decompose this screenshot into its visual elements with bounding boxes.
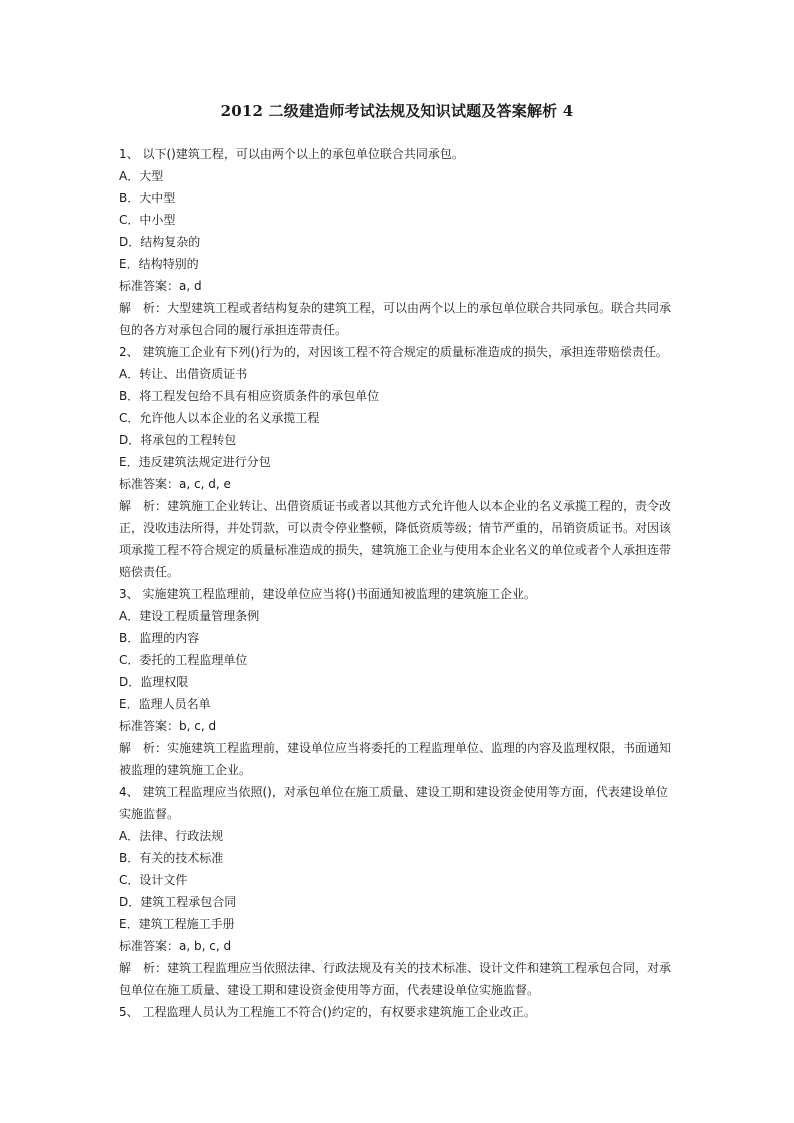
question-stem: 3、 实施建筑工程监理前，建设单位应当将()书面通知被监理的建筑施工企业。 xyxy=(119,587,536,601)
option-e: E．结构特别的 xyxy=(119,257,199,271)
option-d: D．监理权限 xyxy=(119,675,189,689)
standard-answer: 标准答案：a, c, d, e xyxy=(119,477,231,491)
document-body xyxy=(119,143,679,1023)
question-stem: 5、 工程监理人员认为工程施工不符合()约定的，有权要求建筑施工企业改正。 xyxy=(119,1005,536,1019)
option-b: B．监理的内容 xyxy=(119,631,200,645)
option-d: D．建筑工程承包合同 xyxy=(119,895,237,909)
question-1 xyxy=(119,143,679,341)
answer-analysis: 解 析：实施建筑工程监理前，建设单位应当将委托的工程监理单位、监理的内容及监理权限，书面通知被监理的建筑施工企业。 xyxy=(119,741,672,777)
standard-answer: 标准答案：b, c, d xyxy=(119,719,217,733)
document-title: 2012 二级建造师考试法规及知识试题及答案解析 4 xyxy=(220,102,574,120)
option-e: E．违反建筑法规定进行分包 xyxy=(119,455,271,469)
answer-analysis: 解 析：建筑施工企业转让、出借资质证书或者以其他方式允许他人以本企业的名义承揽工程的，责令改正，没收违法所得，并处罚款，可以责令停业整顿，降低资质等级；情节严重的，吊销资质证书。对因该项承揽工程不符合规定的质量标准造成的损失，建筑施工企业与使用本企业名义的单位或者个人承担连带赔偿责任。 xyxy=(119,499,672,579)
question-stem: 2、 建筑施工企业有下列()行为的，对因该工程不符合规定的质量标准造成的损失，承担连带赔偿责任。 xyxy=(119,345,668,359)
option-c: C．设计文件 xyxy=(119,873,188,887)
question-stem: 4、 建筑工程监理应当依照()，对承包单位在施工质量、建设工期和建设资金使用等方面，代表建设单位实施监督。 xyxy=(119,785,668,821)
option-d: D．结构复杂的 xyxy=(119,235,201,249)
option-b: B．将工程发包给不具有相应资质条件的承包单位 xyxy=(119,389,380,403)
option-e: E．建筑工程施工手册 xyxy=(119,917,235,931)
option-d: D．将承包的工程转包 xyxy=(119,433,237,447)
option-a: A．建设工程质量管理条例 xyxy=(119,609,260,623)
option-a: A．法律、行政法规 xyxy=(119,829,224,843)
option-e: E．监理人员名单 xyxy=(119,697,211,711)
option-c: C．允许他人以本企业的名义承揽工程 xyxy=(119,411,320,425)
question-2 xyxy=(119,341,679,583)
option-c: C．委托的工程监理单位 xyxy=(119,653,248,667)
question-5 xyxy=(119,1001,679,1023)
question-stem: 1、 以下()建筑工程，可以由两个以上的承包单位联合共同承包。 xyxy=(119,147,464,161)
standard-answer: 标准答案：a, b, c, d xyxy=(119,939,232,953)
answer-analysis: 解 析：大型建筑工程或者结构复杂的建筑工程，可以由两个以上的承包单位联合共同承包。联合共同承包的各方对承包合同的履行承担连带责任。 xyxy=(119,301,672,337)
option-b: B．有关的技术标准 xyxy=(119,851,224,865)
standard-answer: 标准答案：a, d xyxy=(119,279,202,293)
question-3 xyxy=(119,583,679,781)
question-4 xyxy=(119,781,679,1001)
option-a: A．大型 xyxy=(119,169,164,183)
option-c: C．中小型 xyxy=(119,213,176,227)
option-b: B．大中型 xyxy=(119,191,176,205)
answer-analysis: 解 析：建筑工程监理应当依照法律、行政法规及有关的技术标准、设计文件和建筑工程承包合同，对承包单位在施工质量、建设工期和建设资金使用等方面，代表建设单位实施监督。 xyxy=(119,961,672,997)
option-a: A．转让、出借资质证书 xyxy=(119,367,248,381)
